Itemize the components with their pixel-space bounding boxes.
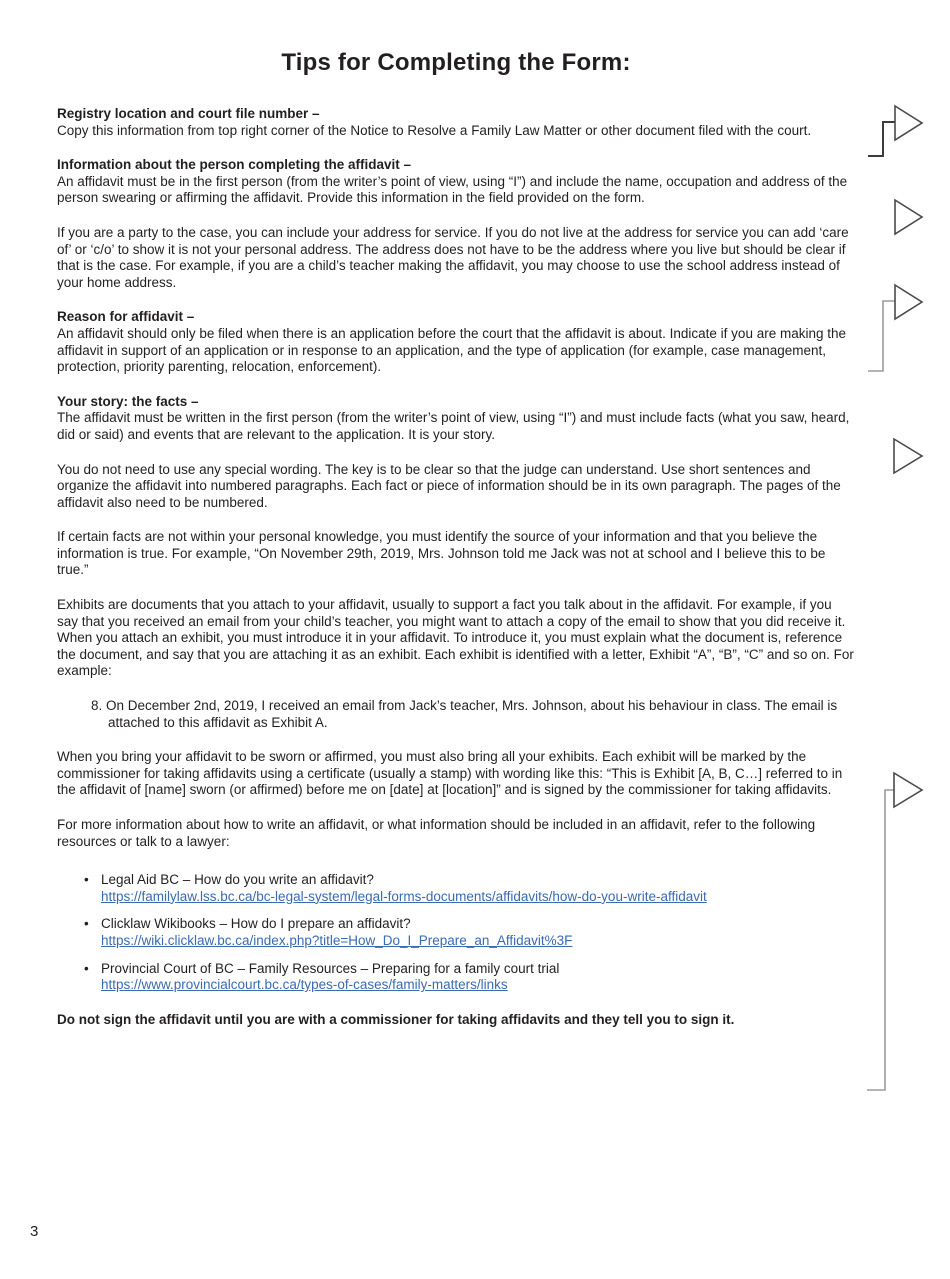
resource-list: [57, 872, 855, 994]
paragraph-address-for-service: If you are a party to the case, you can include your address for service. If you do not live at the address for service you can add ‘care of’ or ‘c/o’ to show it is not your personal address. The address does not have to be the address where you live but should be clear if that is the case. For example, if you are a child’s teacher making the affidavit, you may choose to use the school address instead of your home address.: [57, 224, 849, 290]
paragraph-knowledge: If certain facts are not within your personal knowledge, you must identify the source of your information and that you believe the information is true. For example, “On November 29th, 2019, Mrs. Johnson told me Jack was not at school and I believe this to be true.”: [57, 529, 826, 578]
heading-registry-location: Registry location and court file number –: [57, 106, 320, 121]
heading-your-story: Your story: the facts –: [57, 393, 199, 409]
list-item: [57, 916, 855, 949]
list-item: [57, 872, 855, 905]
resource-label: Clicklaw Wikibooks – How do I prepare an affidavit?: [101, 916, 411, 932]
resource-label: Provincial Court of BC – Family Resources – Preparing for a family court trial: [101, 960, 560, 976]
paragraph-person: An affidavit must be in the first person (from the writer’s point of view, using “I”) and include the name, occupation and address of the person swearing or affirming the affidavit. Provide this information in the field provided on the form.: [57, 173, 848, 206]
bullet-icon: •: [84, 916, 89, 932]
paragraph-exhibits: Exhibits are documents that you attach to your affidavit, usually to support a fact you talk about in the affidavit. For example, if you say that you received an email from your child’s teacher, you might want to attach a copy of the email to show that you did receive it. When you attach an exhibit, you must introduce it in your affidavit. To introduce it, you must explain what the document is, reference the document, and say that you are attaching it as an exhibit. Each exhibit is identified with a letter, Exhibit “A”, “B”, “C” and so on. For example:: [57, 597, 854, 679]
resource-link[interactable]: https://familylaw.lss.bc.ca/bc-legal-system/legal-forms-documents/affidavits/how-do-you-write-affidavit: [101, 888, 707, 904]
paragraph-resources-intro: For more information about how to write an affidavit, or what information should be included in an affidavit, refer to the following resources or talk to a lawyer:: [57, 817, 816, 849]
example-text: On December 2nd, 2019, I received an email from Jack’s teacher, Mrs. Johnson, about his behaviour in class. The email is attached to this affidavit as Exhibit A.: [102, 698, 838, 730]
list-item: [57, 961, 855, 994]
bullet-icon: •: [84, 960, 89, 976]
numbered-example-item: [91, 698, 855, 731]
document-page: [0, 49, 950, 1028]
paragraph-story: The affidavit must be written in the first person (from the writer’s point of view, using “I”) and must include facts (what you saw, heard, did or said) and events that are relevant to the application. It is your story.: [57, 410, 850, 442]
example-number: 8.: [91, 698, 103, 714]
resource-link[interactable]: https://www.provincialcourt.bc.ca/types-of-cases/family-matters/links: [101, 977, 508, 993]
resource-link[interactable]: https://wiki.clicklaw.bc.ca/index.php?title=How_Do_I_Prepare_an_Affidavit%3F: [101, 932, 573, 948]
paragraph-wording: You do not need to use any special wording. The key is to be clear so that the judge can understand. Use short sentences and organize the affidavit into numbered paragraphs. Each fact or piece of information should be in its own paragraph. The pages of the affidavit also need to be numbered.: [57, 461, 841, 510]
page-title: Tips for Completing the Form:: [281, 49, 631, 76]
paragraph-reason: An affidavit should only be filed when there is an application before the court that the affidavit is about. Indicate if you are making the affidavit in support of an application or in response to an application, and the type of application (for example, case management, protection, priority parenting, relocation, enforcement).: [57, 325, 846, 375]
bullet-icon: •: [84, 872, 89, 888]
heading-reason: Reason for affidavit –: [57, 309, 195, 325]
page-number: 3: [30, 1223, 39, 1240]
final-warning-note: Do not sign the affidavit until you are with a commissioner for taking affidavits and they tell you to sign it.: [57, 1011, 735, 1027]
resource-label: Legal Aid BC – How do you write an affidavit?: [101, 872, 374, 888]
paragraph-sworn: When you bring your affidavit to be sworn or affirmed, you must also bring all your exhibits. Each exhibit will be marked by the commissioner for taking affidavits using a certificate (usually a stamp) with wording like this: “This is Exhibit [A, B, C…] referred to in the affidavit of [name] sworn (or affirmed) before me on [date] at [location]” and is signed by the commissioner for taking affidavits.: [57, 749, 843, 798]
heading-person-info: Information about the person completing the affidavit –: [57, 157, 412, 173]
paragraph-registry: Copy this information from top right corner of the Notice to Resolve a Family Law Matter or other document filed with the court.: [57, 122, 812, 138]
